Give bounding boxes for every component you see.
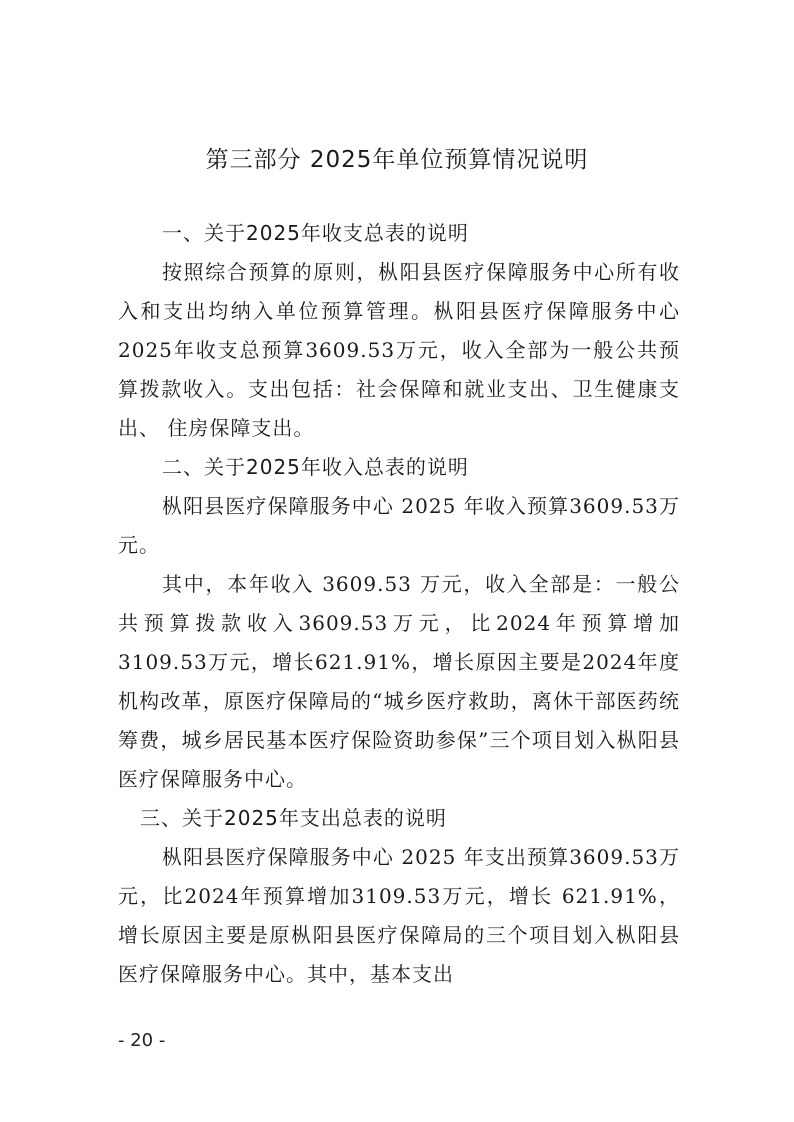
- page-number: - 20 -: [118, 1030, 166, 1051]
- section-heading-income-expense-summary: 一、关于2025年收支总表的说明: [162, 221, 469, 245]
- section-heading-income-summary: 二、关于2025年收入总表的说明: [162, 455, 469, 479]
- paragraph-expense-budget: 枞阳县医疗保障服务中心 2025 年支出预算3609.53万元，比2024年预算增加3109.53万元，增长 621.91%，增长原因主要是原枞阳县医疗保障局的三个项目划入枞阳县医疗保障服务中心。其中，基本支出: [118, 845, 680, 986]
- paragraph-income-expense-summary: 按照综合预算的原则，枞阳县医疗保障服务中心所有收入和支出均纳入单位预算管理。枞阳县医疗保障服务中心2025年收支总预算3609.53万元，收入全部为一般公共预算拨款收入。支出包括：社会保障和就业支出、卫生健康支出、 住房保障支出。: [118, 260, 680, 440]
- paragraph-income-budget: 枞阳县医疗保障服务中心 2025 年收入预算3609.53万元。: [118, 494, 680, 557]
- page-title: 第三部分 2025年单位预算情况说明: [205, 147, 589, 173]
- paragraph-income-detail: 其中，本年收入 3609.53 万元，收入全部是：一般公共预算拨款收入3609.53万元，比2024年预算增加3109.53万元，增长621.91%，增长原因主要是2024年度机构改革，原医疗保障局的“城乡医疗救助，离休干部医药统筹费，城乡居民基本医疗保险资助参保”三个项目划入枞阳县医疗保障服务中心。: [118, 572, 680, 791]
- section-heading-expense-summary: 三、关于2025年支出总表的说明: [140, 806, 447, 830]
- document-body: [118, 214, 680, 994]
